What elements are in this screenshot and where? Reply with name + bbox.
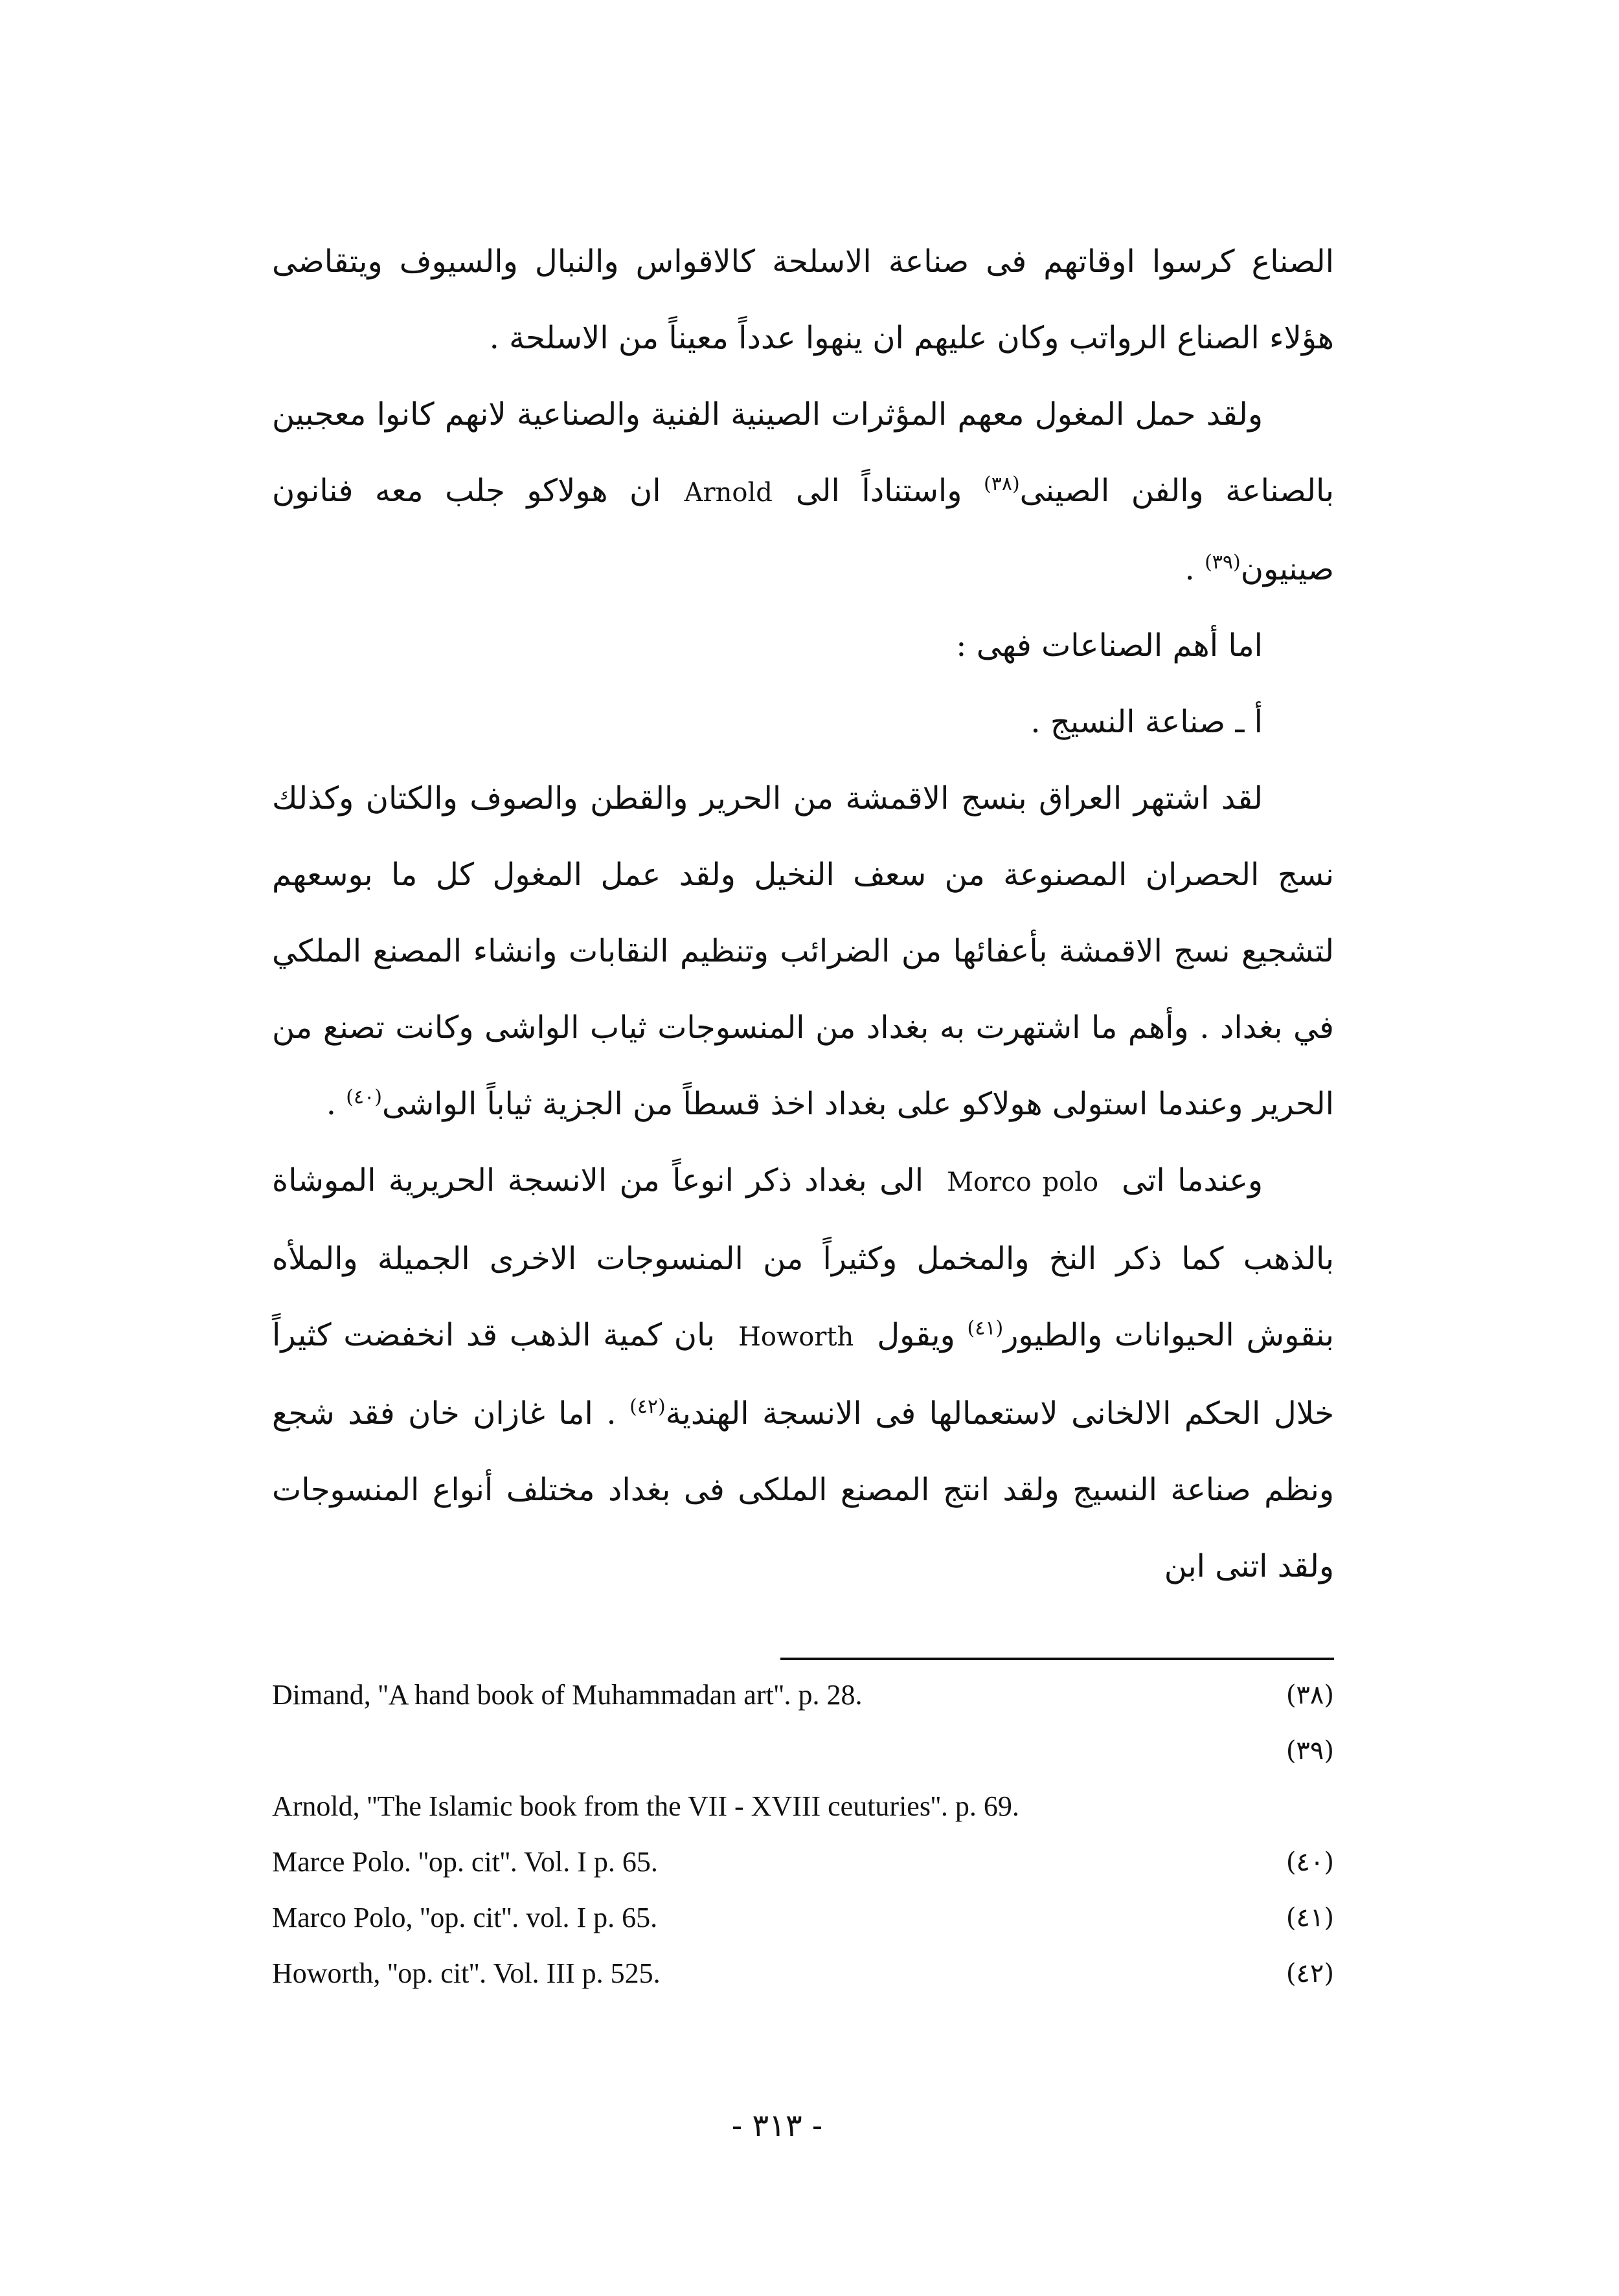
paragraph-chinese-influence-text-c: ان هولاكو جلب معه فنانون صينيون <box>272 473 1334 587</box>
paragraph-weapons <box>272 223 1334 376</box>
footnote-39-number: (٣٩) <box>1285 1736 1334 1766</box>
footnote-41-text: Marco Polo, ''op. cit''. vol. I p. 65. <box>272 1902 658 1933</box>
footnote-42-number: (٤٢) <box>1285 1959 1334 1988</box>
section-heading-textiles <box>272 684 1334 760</box>
footnote-ref-42[interactable]: (٤٢) <box>629 1395 666 1418</box>
footnote-ref-38[interactable]: (٣٨) <box>984 473 1020 495</box>
paragraph-marco-polo <box>272 1142 1334 1604</box>
paragraph-main-industries <box>272 607 1334 684</box>
name-morco-polo: Morco polo <box>947 1167 1099 1197</box>
footnote-38 <box>272 1667 1334 1723</box>
section-heading-textiles-text: أ ـ صناعة النسيج . <box>1030 704 1263 740</box>
paragraph-marco-polo-text-d: بان كمية الذهب قد انخفضت كثيراً خلال الحكم الالخانى لاستعمالها فى الانسجة الهندية <box>272 1317 1334 1432</box>
name-howorth: Howorth <box>738 1322 854 1352</box>
page-number: - ٣١٣ - <box>731 2108 823 2144</box>
footnote-42 <box>272 1946 1334 2001</box>
footnote-ref-39[interactable]: (٣٩) <box>1205 551 1241 574</box>
footnotes <box>272 1667 1334 2001</box>
paragraph-textiles-iraq-text-b: . <box>326 1086 337 1122</box>
footnote-39 <box>272 1779 1334 1834</box>
paragraph-main-industries-text: اما أهم الصناعات فهى : <box>956 627 1263 664</box>
footnote-41-number: (٤١) <box>1285 1903 1334 1933</box>
footnote-ref-41[interactable]: (٤١) <box>967 1317 1004 1340</box>
footnote-41 <box>272 1890 1334 1946</box>
footnote-ref-40[interactable]: (٤٠) <box>346 1086 382 1109</box>
footnote-40-number: (٤٠) <box>1285 1847 1334 1877</box>
paragraph-marco-polo-text-a: وعندما اتى <box>1122 1162 1263 1199</box>
paragraph-chinese-influence-text-b: واستناداً الى <box>795 473 962 509</box>
body-text <box>272 223 1334 1604</box>
paragraph-marco-polo-text-c: ويقول <box>877 1317 955 1353</box>
name-arnold: Arnold <box>684 478 773 508</box>
paragraph-chinese-influence <box>272 376 1334 607</box>
footnote-39-text: Arnold, ''The Islamic book from the VII - XVIII ceuturies''. p. 69. <box>272 1790 1019 1822</box>
paragraph-weapons-text: الصناع كرسوا اوقاتهم فى صناعة الاسلحة كالاقواس والنبال والسيوف ويتقاضى هؤلاء الصناع الرواتب وكان عليهم ان ينهوا عدداً معيناً من الاسلحة . <box>272 243 1335 356</box>
paragraph-chinese-influence-text-a: ولقد حمل المغول معهم المؤثرات الصينية الفنية والصناعية لانهم كانوا معجبين بالصناعة والفن الصينى <box>272 396 1334 509</box>
footnote-42-text: Howorth, ''op. cit''. Vol. III p. 525. <box>272 1957 661 1989</box>
footnote-38-number: (٣٨) <box>1285 1680 1334 1710</box>
paragraph-textiles-iraq-text-a: لقد اشتهر العراق بنسج الاقمشة من الحرير والقطن والصوف والكتان وكذلك نسج الحصران المصنوعة من سعف النخيل ولقد عمل المغول كل ما بوسعهم لتشجيع نسج الاقمشة بأعفائها من الضرائب وتنظيم النقابات وانشاء المصنع الملكي في بغداد . وأهم ما اشتهرت به بغداد من المنسوجات ثياب الواشى وكانت تصنع من الحرير وعندما استولى هولاكو على بغداد اخذ قسطاً من الجزية ثياباً الواشى <box>272 780 1335 1122</box>
paragraph-chinese-influence-text-d: . <box>1184 551 1195 587</box>
footnote-39-marker <box>272 1723 1334 1779</box>
footnote-40-text: Marce Polo. ''op. cit''. Vol. I p. 65. <box>272 1846 658 1878</box>
footnote-40 <box>272 1834 1334 1890</box>
footnote-separator <box>780 1658 1334 1660</box>
footnote-38-text: Dimand, ''A hand book of Muhammadan art''. p. 28. <box>272 1679 863 1711</box>
paragraph-textiles-iraq <box>272 760 1334 1142</box>
paragraph-marco-polo-text-b: الى بغداد ذكر انوعاً من الانسجة الحريرية الموشاة بالذهب كما ذكر النخ والمخمل وكثيراً من المنسوجات الاخرى الجميلة والملأه بنقوش الحيوانات والطيور <box>272 1162 1334 1353</box>
paragraph-marco-polo-text-e: . اما غازان خان فقد شجع ونظم صناعة النسيج ولقد انتج المصنع الملكى فى بغداد مختلف أنواع المنسوجات ولقد اتنى ابن <box>272 1395 1335 1584</box>
